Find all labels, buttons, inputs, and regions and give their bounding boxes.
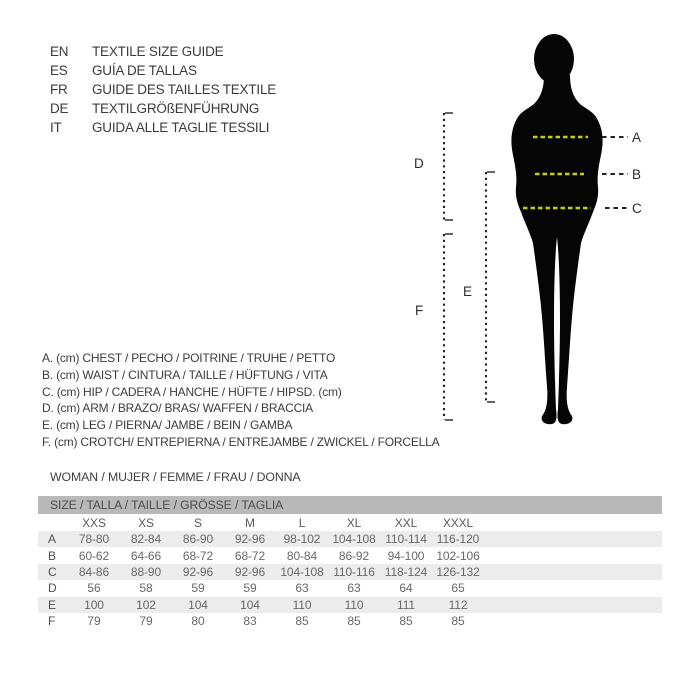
- size-cell: 88-90: [130, 564, 162, 579]
- size-column-header: L: [298, 515, 306, 530]
- size-cell: 68-72: [234, 548, 266, 563]
- language-code: EN: [50, 44, 69, 59]
- size-cell: 85: [399, 614, 413, 629]
- language-title: GUIDE DES TAILLES TEXTILE: [92, 82, 277, 97]
- size-cell: 60-62: [78, 548, 110, 563]
- size-cell: 110: [292, 597, 312, 612]
- size-column-header: XS: [138, 515, 154, 530]
- measurement-figure: [400, 25, 690, 460]
- row-label: E: [48, 597, 56, 612]
- size-cell: 59: [191, 581, 205, 596]
- size-column-header: XXL: [394, 515, 418, 530]
- measurement-legend-line: E. (cm) LEG / PIERNA/ JAMBE / BEIN / GAMBA: [42, 418, 293, 433]
- language-title: TEXTILGRÖßENFÜHRUNG: [92, 101, 260, 116]
- size-cell: 86-90: [182, 532, 214, 547]
- row-label: D: [48, 581, 57, 596]
- size-cell: 85: [295, 614, 309, 629]
- size-cell: 63: [295, 581, 309, 596]
- row-label: C: [48, 564, 57, 579]
- label-crotch-f: F: [415, 303, 424, 318]
- size-cell: 92-96: [234, 532, 266, 547]
- language-row: [50, 99, 276, 118]
- language-row: [50, 61, 276, 80]
- measurement-legend-line: A. (cm) CHEST / PECHO / POITRINE / TRUHE / PETTO: [42, 351, 336, 365]
- language-title: GUIDA ALLE TAGLIE TESSILI: [92, 120, 270, 135]
- size-cell: 83: [243, 614, 257, 629]
- size-column-header: XL: [346, 515, 362, 530]
- label-waist-b: B: [632, 167, 642, 182]
- measurement-legend-line: F. (cm) CROTCH/ ENTREPIERNA / ENTREJAMBE / ZWICKEL / FORCELLA: [42, 434, 440, 449]
- language-title: TEXTILE SIZE GUIDE: [92, 44, 224, 59]
- table-row: [38, 531, 662, 547]
- label-leg-e: E: [463, 284, 473, 299]
- size-cell: 112: [448, 597, 468, 612]
- language-row: [50, 42, 276, 61]
- measurement-legend-line: B. (cm) WAIST / CINTURA / TAILLE / HÜFTUNG / VITA: [42, 367, 328, 382]
- size-cell: 58: [139, 581, 153, 596]
- size-cell: 110-116: [333, 564, 375, 579]
- size-cell: 102-106: [436, 548, 480, 563]
- size-cell: 82-84: [130, 532, 162, 547]
- size-cell: 79: [139, 614, 153, 629]
- size-cell: 78-80: [78, 532, 110, 547]
- row-label: B: [48, 548, 56, 563]
- size-cell: 86-92: [338, 548, 370, 563]
- size-cell: 116-120: [436, 532, 480, 547]
- size-cell: 63: [347, 581, 361, 596]
- size-table-body: [38, 531, 662, 629]
- label-hip-c: C: [632, 201, 642, 216]
- size-cell: 126-132: [436, 564, 480, 579]
- size-cell: 100: [84, 597, 104, 612]
- size-cell: 110-114: [385, 532, 427, 547]
- row-label: A: [48, 532, 56, 547]
- size-cell: 104-108: [332, 532, 376, 547]
- size-cell: 84-86: [78, 564, 110, 579]
- table-row: [38, 580, 662, 596]
- size-cell: 104: [240, 597, 260, 612]
- size-column-header-row: [38, 514, 662, 531]
- woman-silhouette: [511, 34, 602, 424]
- size-column-header: XXXL: [442, 515, 474, 530]
- size-cell: 104-108: [280, 564, 324, 579]
- size-table-header: SIZE / TALLA / TAILLE / GRÖSSE / TAGLIA: [38, 496, 662, 514]
- size-cell: 56: [87, 581, 101, 596]
- table-row: [38, 564, 662, 580]
- size-cell: 64: [399, 581, 413, 596]
- gender-group-title: WOMAN / MUJER / FEMME / FRAU / DONNA: [50, 470, 301, 484]
- measurement-legend-line: D. (cm) ARM / BRAZO/ BRAS/ WAFFEN / BRACCIA: [42, 401, 313, 416]
- size-column-header: XXS: [82, 515, 106, 530]
- size-cell: 80: [191, 614, 205, 629]
- size-cell: 79: [87, 614, 101, 629]
- size-cell: 64-66: [130, 548, 162, 563]
- table-row: [38, 597, 662, 613]
- language-title: GUÍA DE TALLAS: [92, 63, 197, 78]
- size-cell: 118-124: [384, 564, 428, 579]
- label-arm-d: D: [414, 156, 424, 171]
- size-cell: 85: [347, 614, 361, 629]
- size-cell: 102: [136, 597, 156, 612]
- size-cell: 65: [451, 581, 465, 596]
- language-title-list: [50, 42, 276, 137]
- size-cell: 92-96: [234, 564, 266, 579]
- label-chest-a: A: [632, 130, 642, 145]
- table-row: [38, 613, 662, 629]
- language-row: [50, 80, 276, 99]
- size-cell: 110: [344, 597, 364, 612]
- size-table: [38, 496, 662, 629]
- size-figure-svg: [400, 25, 690, 460]
- size-cell: 59: [243, 581, 257, 596]
- language-code: IT: [50, 120, 62, 135]
- size-cell: 94-100: [387, 548, 425, 563]
- language-code: ES: [50, 63, 68, 78]
- size-cell: 85: [451, 614, 465, 629]
- size-cell: 92-96: [182, 564, 214, 579]
- language-code: DE: [50, 101, 69, 116]
- size-cell: 111: [397, 597, 415, 612]
- size-cell: 68-72: [182, 548, 214, 563]
- size-column-header: M: [245, 515, 255, 530]
- size-cell: 104: [188, 597, 208, 612]
- size-cell: 98-102: [283, 532, 321, 547]
- size-cell: 80-84: [286, 548, 318, 563]
- row-label: F: [48, 614, 56, 629]
- table-row: [38, 547, 662, 563]
- language-row: [50, 118, 276, 137]
- size-column-header: S: [194, 515, 202, 530]
- measurement-legend-line: C. (cm) HIP / CADERA / HANCHE / HÜFTE / HIPSD. (cm): [42, 384, 342, 399]
- language-code: FR: [50, 82, 68, 97]
- measurement-legend: [42, 350, 439, 451]
